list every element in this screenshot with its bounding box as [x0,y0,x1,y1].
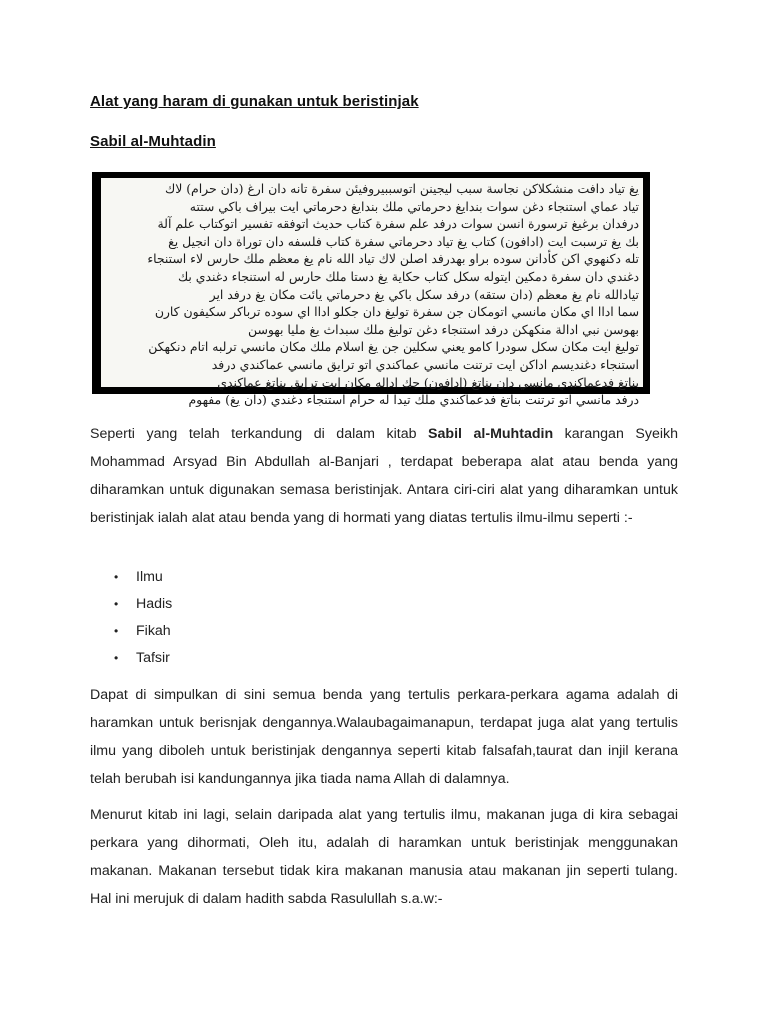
document-subtitle: Sabil al-Muhtadin [90,133,216,150]
manuscript-line: تله دكنهوي اكن كأدانن سوده براو بهدرفد اصلن لاك تياد الله نام يغ معظم ملك حارس لاء استنجاء [147,251,639,267]
manuscript-text-block [101,178,643,408]
list-item [114,591,172,618]
manuscript-line: دغندي دان سفرة دمكين ايتوله سكل كتاب حكاية يغ دستا ملك حارس له استنجاء دغندي بك [177,268,639,284]
paragraph-intro [90,420,678,532]
book-title-bold: Sabil al-Muhtadin [428,426,554,442]
manuscript-line: بك يغ ترسبت ايت (ادافون) كتاب يغ تياد دحرماتي سفرة كتاب فلسفه دان توراة دان انجيل يغ [168,233,639,249]
manuscript-line: استنجاء دغنديسم اداكن ايت ترتنت مانسي عماكندي اتو ترايق مانسي عماكندي درفد [211,356,639,372]
document-title: Alat yang haram di gunakan untuk beristinjak [90,93,419,110]
bullet-icon: • [114,624,119,638]
manuscript-line: يغ تياد دافت منشكلاكن نجاسة سبب ليجينن اتوسببيروفيئن سفرة تانه دان ارغ (دان حرام) لاك [164,181,639,196]
knowledge-list [114,564,172,672]
list-item-label: Ilmu [136,569,163,585]
manuscript-line: تياد عماي استنجاء دغن سوات بندايغ دحرماتي ملك بندايغ دحرماتي ايت بيراف باكي ستته [189,198,639,214]
manuscript-line: بهوسن نبي ادالة منكهكن درفد استنجاء دغن توليغ ملك سبداث يغ مليا بهوسن [248,321,639,337]
list-item [114,618,172,645]
paragraph-intro-after: karangan Syeikh Mohammad Arsyad Bin Abdullah al-Banjari , terdapat beberapa alat atau benda yang diharamkan untuk digunakan semasa beristinjak. Antara ciri-ciri alat yang diharamkan untuk beristinjak ialah alat atau benda yang di hormati yang diatas tertulis ilmu-ilmu seperti :- [90,426,678,526]
manuscript-line: توليغ ايت مكان سكل سودرا كامو يعني سكلين جن يغ اسلام ملك مكان مانسي ترلبه اتام دنكهكن [148,339,639,355]
list-item-label: Tafsir [136,650,170,666]
list-item [114,564,172,591]
list-item [114,645,172,672]
bullet-icon: • [114,597,119,611]
paragraph-conclusion: Dapat di simpulkan di sini semua benda yang tertulis perkara-perkara agama adalah di haramkan untuk berisnjak dengannya.Walaubagaimanapun, terdapat juga alat yang tertulis ilmu yang diboleh untuk beristinjak dengannya seperti kitab falsafah,taurat dan injil kerana telah berubah isi kandungannya jika tiada nama Allah di dalamnya. [90,687,678,787]
manuscript-line: تيادالله نام يغ معظم (دان ستقه) درفد سكل باكي يغ دحرماتي يائت مكان يغ درفد اير [209,286,639,302]
manuscript-line: درفدان برغيغ ترسورة انسن سوات درفد علم سفرة كتاب حديث اتوفقه تفسير اتوكتاب علم آلة [157,216,639,232]
list-item-label: Hadis [136,596,173,612]
jawi-manuscript-scan [92,172,650,408]
list-item-label: Fikah [136,623,171,639]
manuscript-line: سما اداا اي مكان مانسي اتومكان جن سفرة توليغ دان جكلو اداا اي سوده ترباكر سكيفون كارن [154,304,639,320]
manuscript-line: درفد مانسي اتو ترتنت بناتغ فدعماكندي ملك تيدا له حرام استنجاء دغندي (دان يغ) مفهوم [188,392,639,408]
bullet-icon: • [114,651,119,665]
paragraph-intro-before: Seperti yang telah terkandung di dalam kitab [90,426,429,442]
manuscript-line: بناتغ فدعماكندي مانسي دان بناتغ (ادافون) جك اداله مكان ايت ترايق بناتغ عماكندي [217,374,639,390]
bullet-icon: • [114,570,119,584]
paragraph-food: Menurut kitab ini lagi, selain daripada alat yang tertulis ilmu, makanan juga di kira sebagai perkara yang dihormati, Oleh itu, adalah di haramkan untuk beristinjak menggunakan makanan. Makanan tersebut tidak kira makanan manusia atau makanan jin seperti tulang. Hal ini merujuk di dalam hadith sabda Rasulullah s.a.w:- [90,807,678,907]
